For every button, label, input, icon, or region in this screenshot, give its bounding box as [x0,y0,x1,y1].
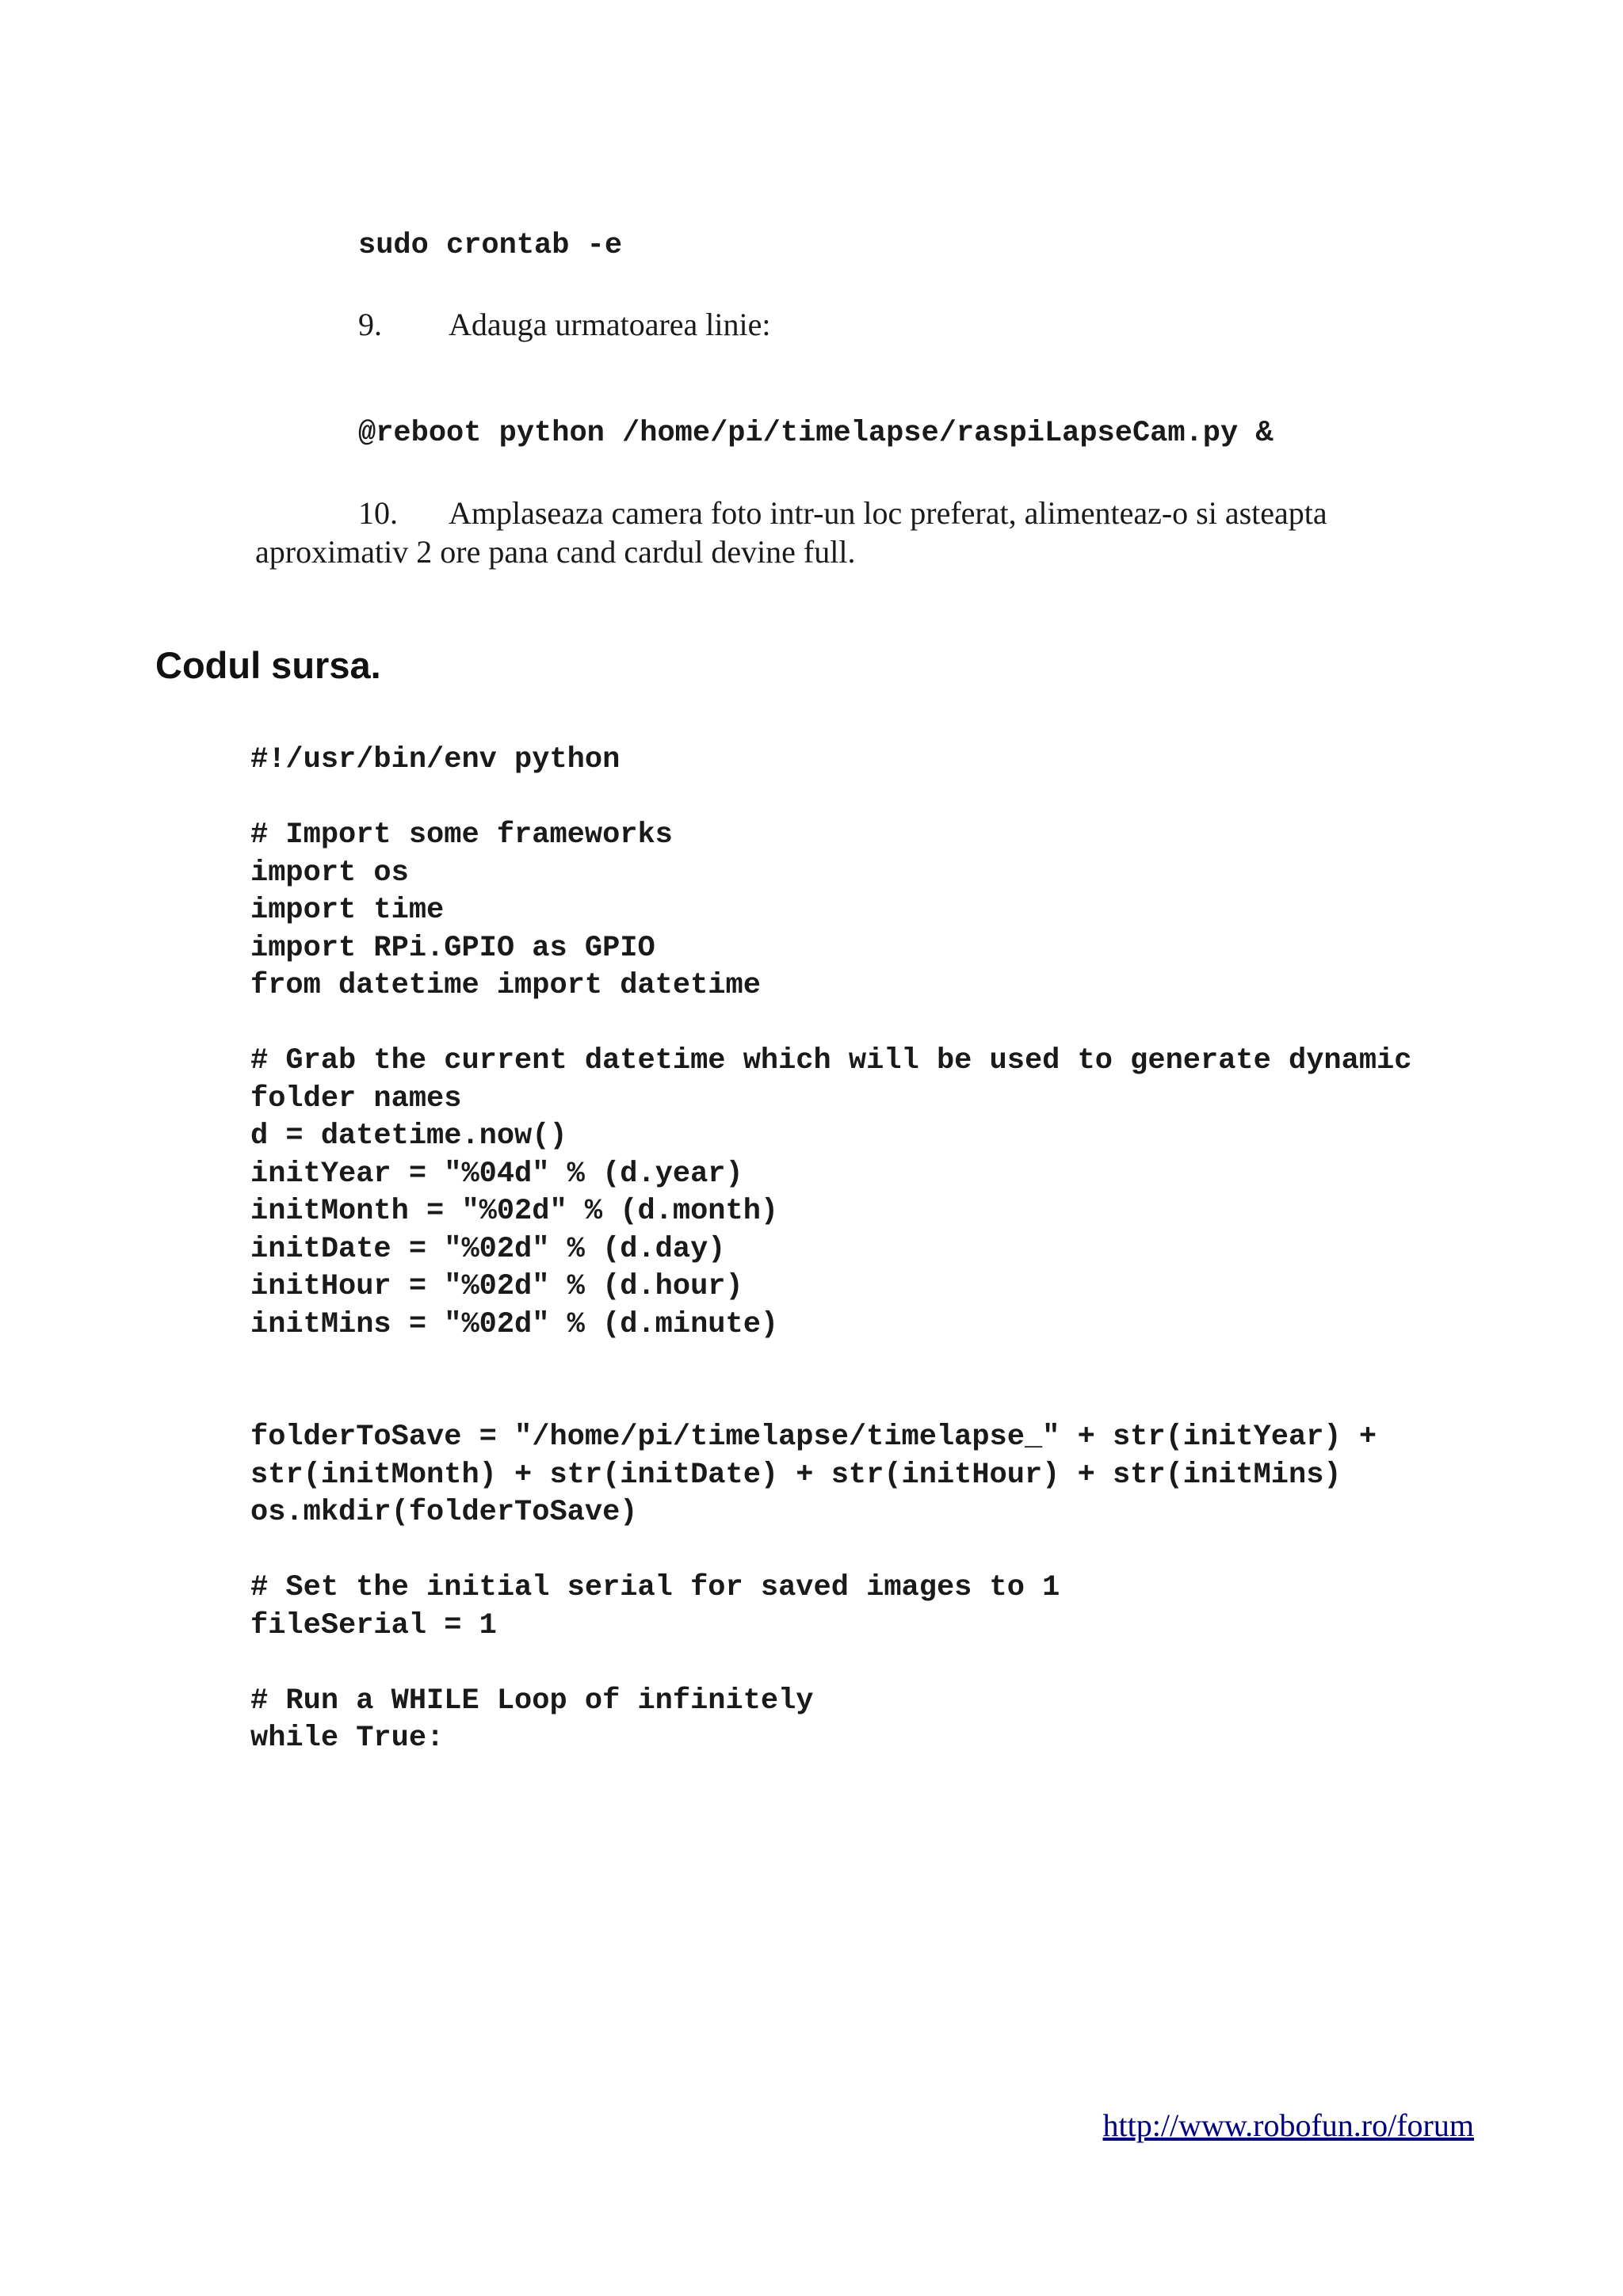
code-line: while True: [250,1722,445,1755]
code-line: initDate = "%02d" % (d.day) [250,1232,726,1266]
step-10-number: 10. [358,495,398,531]
code-line [250,780,1411,818]
code-line: # Set the initial serial for saved images to 1 [250,1571,1060,1604]
code-line: initYear = "%04d" % (d.year) [250,1157,743,1191]
command-crontab: sudo crontab -e [358,229,623,262]
code-line: os.mkdir(folderToSave) [250,1496,638,1529]
code-line: d = datetime.now() [250,1119,567,1153]
code-line: # Run a WHILE Loop of infinitely [250,1684,814,1718]
code-line: initHour = "%02d" % (d.hour) [250,1270,743,1303]
step-10-text-line-1: Amplaseaza camera foto intr-un loc preferat, alimenteaz-o si asteapta [449,495,1327,531]
command-reboot: @reboot python /home/pi/timelapse/raspiLapseCam.py & [358,417,1274,450]
source-code-block [250,742,1411,1758]
code-line [250,1645,1411,1683]
code-line [250,1005,1411,1043]
step-9-number: 9. [358,307,382,342]
code-line [250,1344,1411,1382]
code-line: str(initMonth) + str(initDate) + str(initHour) + str(initMins) [250,1458,1342,1492]
footer-forum-link[interactable]: http://www.robofun.ro/forum [1102,2107,1474,2143]
step-9-text: Adauga urmatoarea linie: [449,307,771,342]
code-line: # Import some frameworks [250,818,673,852]
code-line: from datetime import datetime [250,969,761,1002]
code-line: folder names [250,1081,462,1116]
code-line: import os [250,856,409,890]
section-heading: Codul sursa. [155,644,381,686]
code-line: #!/usr/bin/env python [250,743,621,776]
code-line: import RPi.GPIO as GPIO [250,931,655,965]
code-line: fileSerial = 1 [250,1608,497,1642]
code-line: initMonth = "%02d" % (d.month) [250,1195,779,1228]
code-line [250,1532,1411,1570]
code-line: import time [250,894,445,927]
code-line: # Grab the current datetime which will be used to generate dynamic [250,1044,1412,1077]
code-line: initMins = "%02d" % (d.minute) [250,1307,779,1341]
code-line: folderToSave = "/home/pi/timelapse/timelapse_" + str(initYear) + [250,1421,1377,1454]
code-line [250,1382,1411,1420]
step-10-text-line-2: aproximativ 2 ore pana cand cardul devine full. [255,534,856,570]
